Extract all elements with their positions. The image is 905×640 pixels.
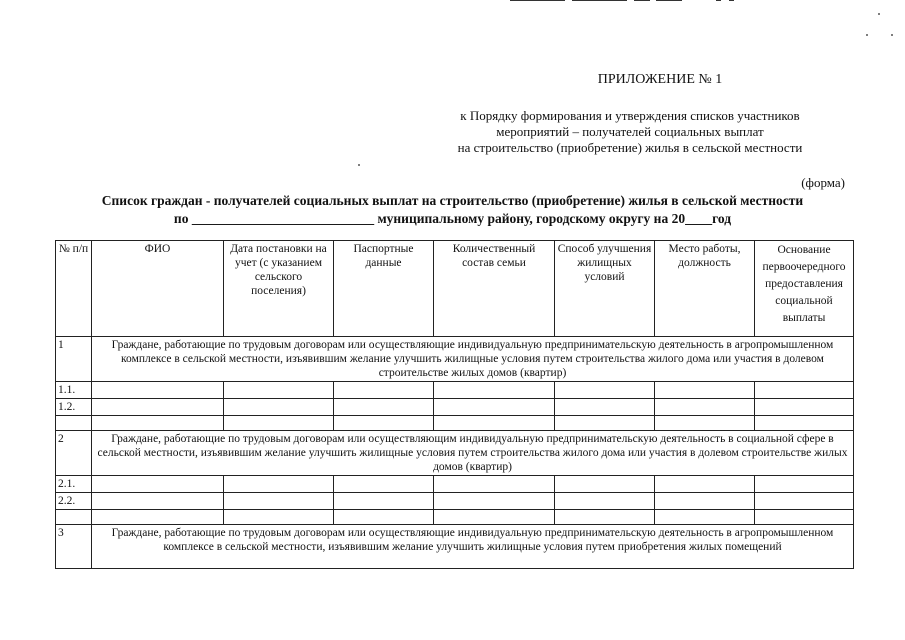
- cell-fio[interactable]: [92, 416, 224, 431]
- cell-fio[interactable]: [92, 510, 224, 525]
- cell-priority-basis[interactable]: [755, 476, 854, 493]
- cell-workplace[interactable]: [655, 476, 755, 493]
- cell-fio[interactable]: [92, 493, 224, 510]
- cell-family-size[interactable]: [434, 510, 555, 525]
- cell-workplace[interactable]: [655, 399, 755, 416]
- cell-workplace[interactable]: [655, 510, 755, 525]
- category-text: Граждане, работающие по трудовым договорам или осуществляющие индивидуальную предпринимательскую деятельность в агропромышленном комплексе в сельской местности, изъявившим желание улучшить жилищные условия путем приобретения жилых помещений: [92, 525, 854, 569]
- cell-registration-date[interactable]: [224, 510, 334, 525]
- category-num: 1: [56, 337, 92, 382]
- row-num: 1.2.: [56, 399, 92, 416]
- category-num: 2: [56, 431, 92, 476]
- appendix-title: ПРИЛОЖЕНИЕ № 1: [597, 72, 723, 87]
- row-num: [56, 416, 92, 431]
- list-title: [40, 192, 865, 228]
- cell-improvement-method[interactable]: [555, 493, 655, 510]
- appendix-subtitle-line: к Порядку формирования и утверждения списков участников: [460, 108, 800, 123]
- cell-family-size[interactable]: [434, 476, 555, 493]
- scan-speck: [891, 34, 893, 36]
- table-header-row: [56, 241, 854, 337]
- table-row: [56, 382, 854, 399]
- cell-family-size[interactable]: [434, 493, 555, 510]
- table-row-empty: [56, 510, 854, 525]
- cell-priority-basis[interactable]: [755, 382, 854, 399]
- row-num: 1.1.: [56, 382, 92, 399]
- header-passport: Паспортные данные: [334, 241, 434, 337]
- appendix-subtitle-line: мероприятий – получателей социальных выплат: [496, 124, 764, 139]
- cell-passport[interactable]: [334, 399, 434, 416]
- cell-workplace[interactable]: [655, 382, 755, 399]
- cell-priority-basis[interactable]: [755, 399, 854, 416]
- scan-artifact-line: [729, 0, 734, 1]
- cell-passport[interactable]: [334, 510, 434, 525]
- table-row: [56, 476, 854, 493]
- cell-passport[interactable]: [334, 416, 434, 431]
- category-text: Граждане, работающие по трудовым договорам или осуществляющим индивидуальную предпринимательскую деятельность в социальной сфере в сельской местности, изъявившим желание улучшить жилищные условия путем строительства жилого дома или участия в долевом строительстве жилых домов (квартир): [92, 431, 854, 476]
- appendix-subtitle-line: на строительство (приобретение) жилья в сельской местности: [457, 140, 803, 155]
- cell-priority-basis[interactable]: [755, 416, 854, 431]
- cell-priority-basis[interactable]: [755, 510, 854, 525]
- cell-registration-date[interactable]: [224, 476, 334, 493]
- cell-fio[interactable]: [92, 476, 224, 493]
- cell-family-size[interactable]: [434, 382, 555, 399]
- cell-registration-date[interactable]: [224, 399, 334, 416]
- appendix-subtitle: [420, 108, 840, 156]
- scan-artifact-line: [716, 0, 721, 1]
- table-row-empty: [56, 416, 854, 431]
- category-row: [56, 431, 854, 476]
- cell-passport[interactable]: [334, 476, 434, 493]
- category-row: [56, 337, 854, 382]
- header-num: № п/п: [56, 241, 92, 337]
- cell-workplace[interactable]: [655, 493, 755, 510]
- cell-registration-date[interactable]: [224, 416, 334, 431]
- header-improvement-method: Способ улучшения жилищных условий: [555, 241, 655, 337]
- cell-passport[interactable]: [334, 382, 434, 399]
- cell-improvement-method[interactable]: [555, 510, 655, 525]
- header-registration-date: Дата постановки на учет (с указанием сельского поселения): [224, 241, 334, 337]
- cell-family-size[interactable]: [434, 399, 555, 416]
- cell-family-size[interactable]: [434, 416, 555, 431]
- list-title-line: Список граждан - получателей социальных выплат на строительство (приобретение) жилья в сельской местности: [101, 193, 804, 208]
- recipients-table: [55, 240, 854, 569]
- scan-speck: [866, 34, 868, 36]
- header-priority-basis: Основание первоочередного предоставления социальной выплаты: [755, 241, 854, 337]
- row-num: 2.1.: [56, 476, 92, 493]
- cell-improvement-method[interactable]: [555, 476, 655, 493]
- scan-artifact-line: [634, 0, 650, 1]
- cell-fio[interactable]: [92, 382, 224, 399]
- table-row: [56, 493, 854, 510]
- scan-speck: [358, 164, 360, 166]
- row-num: 2.2.: [56, 493, 92, 510]
- row-num: [56, 510, 92, 525]
- list-title-line: по ___________________________ муниципальному району, городскому округу на 20____год: [173, 211, 732, 226]
- category-num: 3: [56, 525, 92, 569]
- cell-fio[interactable]: [92, 399, 224, 416]
- cell-improvement-method[interactable]: [555, 399, 655, 416]
- cell-workplace[interactable]: [655, 416, 755, 431]
- table-row: [56, 399, 854, 416]
- scan-artifact-line: [656, 0, 682, 1]
- cell-improvement-method[interactable]: [555, 382, 655, 399]
- scan-speck: [878, 13, 880, 15]
- cell-registration-date[interactable]: [224, 382, 334, 399]
- scan-artifact-line: [510, 0, 565, 1]
- cell-priority-basis[interactable]: [755, 493, 854, 510]
- cell-improvement-method[interactable]: [555, 416, 655, 431]
- category-row: [56, 525, 854, 569]
- header-workplace: Место работы, должность: [655, 241, 755, 337]
- scan-artifact-line: [572, 0, 627, 1]
- form-label: (форма): [801, 175, 845, 190]
- cell-passport[interactable]: [334, 493, 434, 510]
- category-text: Граждане, работающие по трудовым договорам или осуществляющие индивидуальную предпринимательскую деятельность в агропромышленном комплексе в сельской местности, изъявившим желание улучшить жилищные условия путем строительства жилого дома или участия в долевом строительстве жилых домов (квартир): [92, 337, 854, 382]
- cell-registration-date[interactable]: [224, 493, 334, 510]
- header-family-size: Количественный состав семьи: [434, 241, 555, 337]
- header-fio: ФИО: [92, 241, 224, 337]
